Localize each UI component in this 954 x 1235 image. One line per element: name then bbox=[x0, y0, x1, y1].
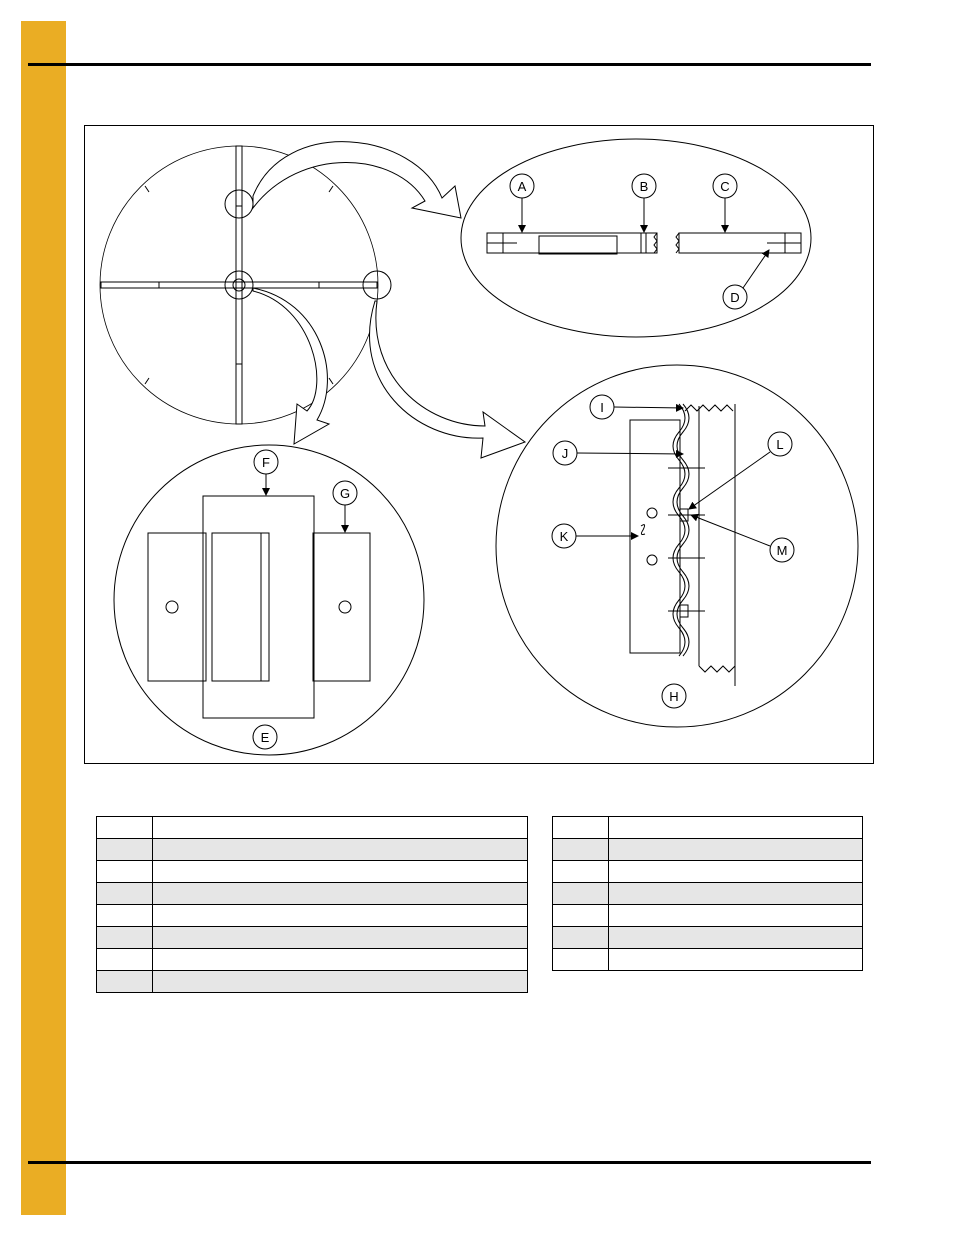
callout-e: E bbox=[260, 730, 270, 745]
detail-ellipse-arm-ends bbox=[461, 139, 811, 337]
callout-c: C bbox=[720, 179, 730, 194]
callouts-ellipse bbox=[510, 174, 769, 309]
callout-i: I bbox=[600, 400, 604, 415]
callout-h: H bbox=[669, 689, 679, 704]
callout-d: D bbox=[730, 290, 740, 305]
table-row bbox=[97, 861, 528, 883]
assembly-figure bbox=[84, 125, 874, 764]
callout-f: F bbox=[262, 455, 270, 470]
table-row bbox=[97, 883, 528, 905]
callout-a: A bbox=[517, 179, 527, 194]
main-top-view bbox=[100, 146, 391, 424]
table-row bbox=[553, 949, 863, 971]
callout-m: M bbox=[776, 543, 788, 558]
table-header-row bbox=[553, 817, 863, 839]
table-row bbox=[97, 971, 528, 993]
table-row bbox=[97, 949, 528, 971]
table-row bbox=[553, 861, 863, 883]
callout-l: L bbox=[776, 437, 784, 452]
callout-k: K bbox=[559, 529, 569, 544]
detail-marker-top bbox=[225, 190, 253, 218]
callout-g: G bbox=[339, 486, 351, 501]
table-row bbox=[553, 927, 863, 949]
table-row bbox=[553, 883, 863, 905]
callout-j: J bbox=[561, 446, 569, 461]
table-header-row bbox=[97, 817, 528, 839]
table-row bbox=[97, 905, 528, 927]
assembly-diagram bbox=[85, 126, 875, 765]
parts-table-right bbox=[552, 816, 863, 971]
callout-b: B bbox=[639, 179, 649, 194]
table-row bbox=[553, 839, 863, 861]
detail-circle-hub bbox=[114, 445, 424, 755]
header-rule bbox=[28, 63, 871, 66]
parts-table-left bbox=[96, 816, 528, 993]
table-row bbox=[97, 839, 528, 861]
table-row bbox=[97, 927, 528, 949]
detail-circle-wall bbox=[496, 365, 858, 727]
table-row bbox=[553, 905, 863, 927]
side-color-band bbox=[21, 21, 66, 1215]
detail-marker-center bbox=[225, 271, 253, 299]
footer-rule bbox=[28, 1161, 871, 1164]
